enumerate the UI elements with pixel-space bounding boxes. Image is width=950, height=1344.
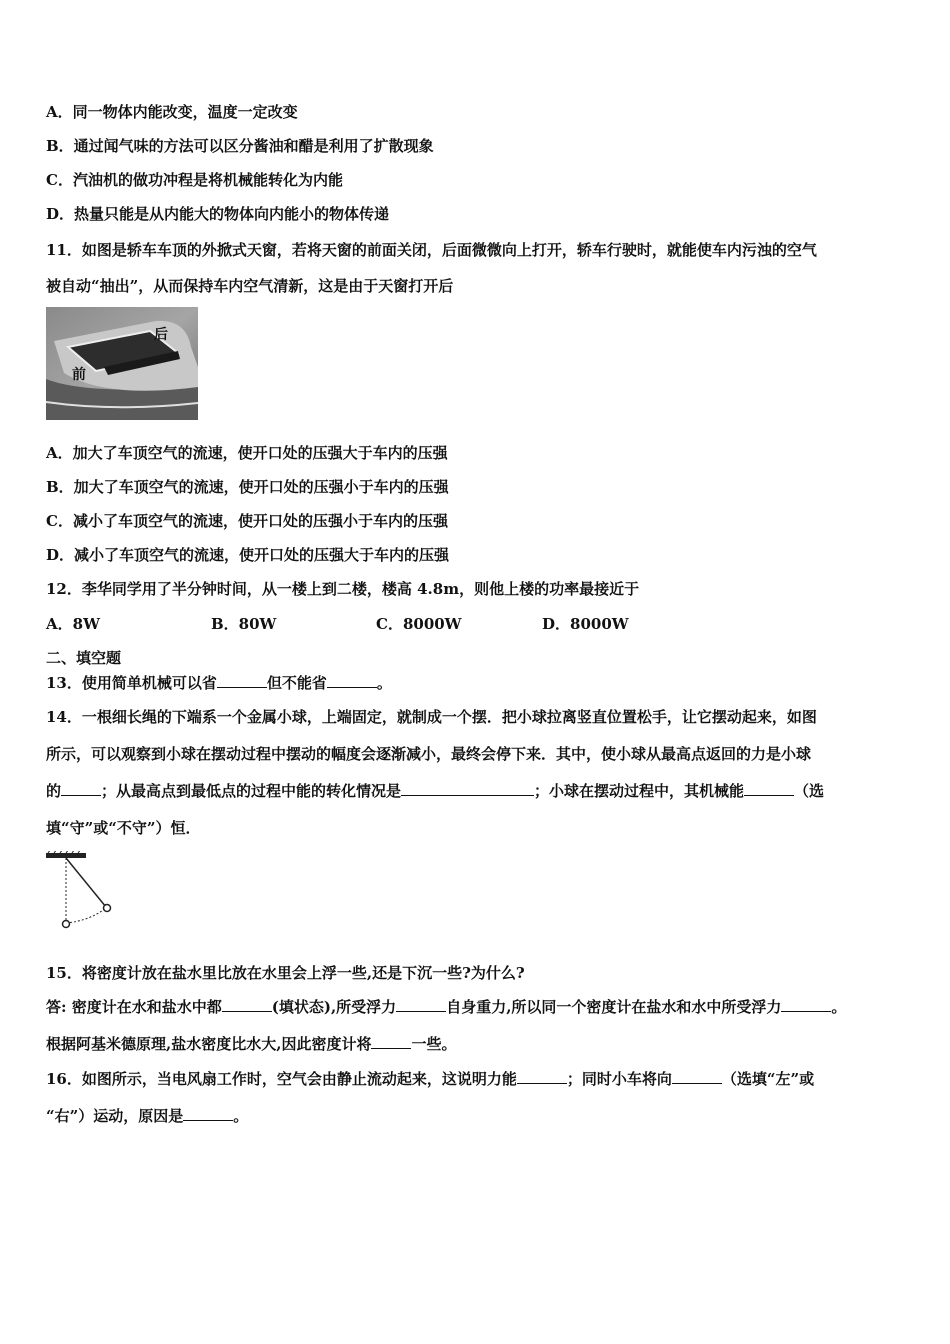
q15-blank-1[interactable]: [222, 997, 272, 1012]
q14-text-3: ；小球在摆动过程中，其机械能: [534, 782, 745, 800]
section-title: 二、填空题: [46, 649, 122, 667]
q14-text-1: 的: [46, 782, 62, 800]
q13-line: [46, 673, 392, 693]
q14-blank-1[interactable]: [61, 781, 101, 796]
q14-stem-line3: [46, 781, 824, 801]
pendulum-figure: [44, 851, 116, 931]
q11-option-c: C．减小了车顶空气的流速，使开口处的压强小于车内的压强: [46, 512, 448, 530]
q15-blank-3[interactable]: [781, 997, 831, 1012]
q10-option-d: D．热量只能是从内能大的物体向内能小的物体传递: [46, 205, 390, 223]
q16-blank-2[interactable]: [672, 1069, 722, 1084]
q15-text-3: 自身重力,所以同一个密度计在盐水和水中所受浮力: [446, 998, 782, 1016]
figure-label-back: 后: [154, 327, 168, 343]
q15-answer-line: [46, 997, 846, 1017]
q16-text-5: 。: [233, 1107, 249, 1125]
q14-stem-line4: 填“守”或“不守”）恒．: [46, 819, 201, 837]
q16-text-1: 16．如图所示，当电风扇工作时，空气会由静止流动起来，这说明力能: [46, 1070, 517, 1088]
q16-text-4: “右”）运动，原因是: [46, 1107, 184, 1125]
q15-text-5: 根据阿基米德原理,盐水密度比水大,因此密度计将: [46, 1035, 372, 1053]
q11-stem-line2: 被自动“抽出”，从而保持车内空气清新，这是由于天窗打开后: [46, 277, 454, 295]
q13-blank-1[interactable]: [217, 673, 267, 688]
q15-stem: 15．将密度计放在盐水里比放在水里会上浮一些,还是下沉一些?为什么?: [46, 964, 525, 982]
q14-blank-3[interactable]: [744, 781, 794, 796]
q14-text-4: （选: [794, 782, 825, 800]
q14-blank-2[interactable]: [401, 781, 534, 796]
q12-option-c: C．8000W: [376, 615, 462, 633]
q15-blank-2[interactable]: [396, 997, 446, 1012]
q16-text-2: ；同时小车将向: [566, 1070, 672, 1088]
figure-label-front: 前: [72, 367, 86, 383]
q15-blank-4[interactable]: [371, 1034, 411, 1049]
q16-blank-3[interactable]: [183, 1106, 233, 1121]
q12-stem: 12．李华同学用了半分钟时间，从一楼上到二楼，楼高 4.8m，则他上楼的功率最接近于: [46, 580, 640, 598]
q11-option-b: B．加大了车顶空气的流速，使开口处的压强小于车内的压强: [46, 478, 449, 496]
q12-option-b: B．80W: [211, 615, 277, 633]
q11-option-d: D．减小了车顶空气的流速，使开口处的压强大于车内的压强: [46, 546, 450, 564]
q12-option-d: D．8000W: [542, 615, 629, 633]
q16-text-3: （选填“左”或: [721, 1070, 815, 1088]
q12-option-a: A．8W: [46, 615, 100, 633]
q15-text-6: 一些。: [411, 1035, 457, 1053]
q13-blank-2[interactable]: [327, 673, 377, 688]
q14-text-2: ；从最高点到最低点的过程中能的转化情况是: [101, 782, 402, 800]
car-sunroof-figure: [46, 307, 198, 420]
q15-text-1: 答: 密度计在水和盐水中都: [46, 998, 222, 1016]
q11-option-a: A．加大了车顶空气的流速，使开口处的压强大于车内的压强: [46, 444, 448, 462]
q16-line2: [46, 1106, 248, 1126]
q15-text-4: 。: [831, 998, 847, 1016]
q10-option-b: B．通过闻气味的方法可以区分酱油和醋是利用了扩散现象: [46, 137, 434, 155]
q13-text-2: 但不能省: [266, 674, 327, 692]
q10-option-c: C．汽油机的做功冲程是将机械能转化为内能: [46, 171, 343, 189]
q11-stem-line1: 11．如图是轿车车顶的外掀式天窗，若将天窗的前面关闭，后面微微向上打开，轿车行驶时，就能使车内污浊的空气: [46, 241, 817, 259]
q13-text-1: 13．使用简单机械可以省: [46, 674, 217, 692]
q16-line1: [46, 1069, 814, 1089]
q10-option-a: A．同一物体内能改变，温度一定改变: [46, 103, 298, 121]
q14-stem-line2: 所示，可以观察到小球在摆动过程中摆动的幅度会逐渐减小，最终会停下来．其中，使小球从最高点返回的力是小球: [46, 745, 812, 763]
q13-text-3: 。: [376, 674, 392, 692]
q15-text-2: (填状态),所受浮力: [271, 998, 397, 1016]
q14-stem-line1: 14．一根细长绳的下端系一个金属小球，上端固定，就制成一个摆．把小球拉离竖直位置松手，让它摆动起来，如图: [46, 708, 817, 726]
q16-blank-1[interactable]: [517, 1069, 567, 1084]
q15-line3: [46, 1034, 456, 1054]
